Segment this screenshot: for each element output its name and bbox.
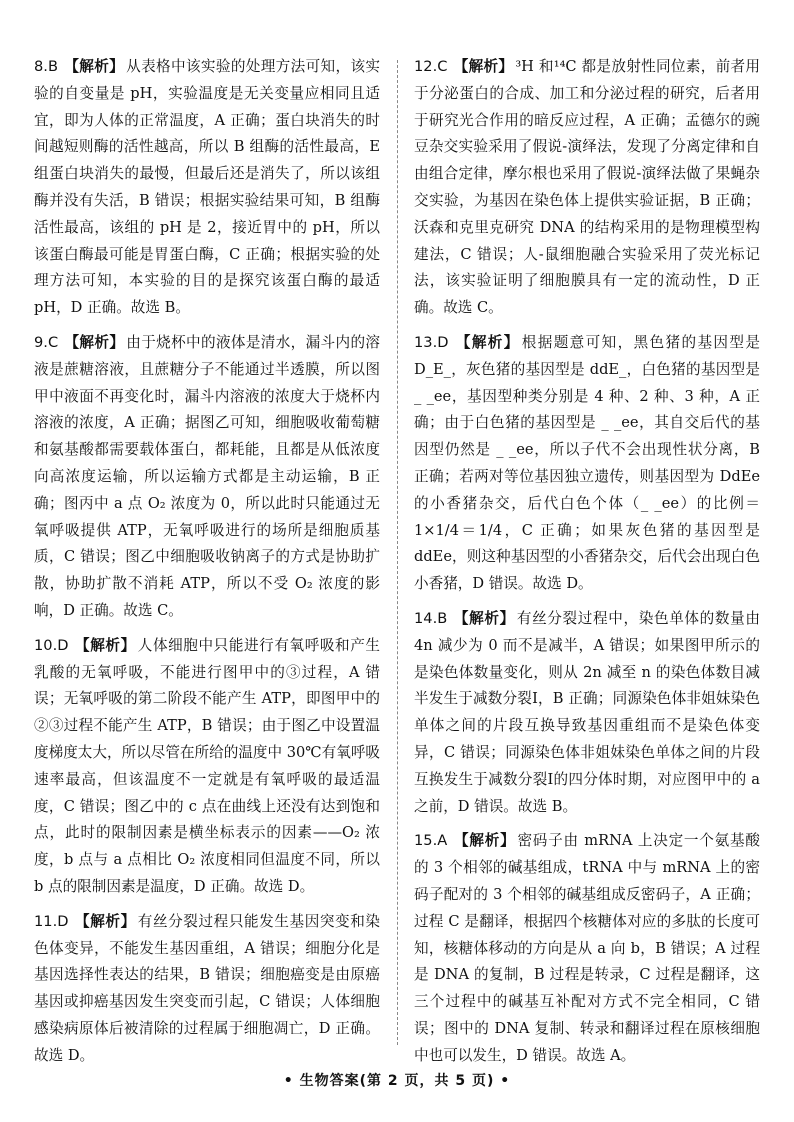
- analysis-tag: 【解析】: [454, 333, 520, 351]
- analysis-tag: 【解析】: [64, 333, 125, 351]
- item-number: 13.: [414, 333, 438, 351]
- answer-letter: B: [47, 58, 58, 75]
- analysis-text: 有丝分裂过程只能发生基因突变和染色体变异，不能发生基因重组，A 错误；细胞分化是基因选择性表达的结果，B 错误；细胞癌变是由原癌基因或抑癌基因发生突变而引起，C 错误；人体细胞感染病原体后被清除的过程属于细胞凋亡，D 正确。故选 D。: [34, 912, 380, 1064]
- item-number: 8.: [34, 58, 48, 75]
- analysis-text: 由于烧杯中的液体是清水，漏斗内的溶液是蔗糖溶液，且蔗糖分子不能通过半透膜，所以图甲中液面不再变化时，漏斗内溶液的浓度大于烧杯内溶液的浓度，A 正确；据图乙可知，细胞吸收葡萄糖和氨基酸都需要载体蛋白，都耗能，且都是从低浓度向高浓度运输，所以运输方式都是主动运输，B 正确；图丙中 a 点 O₂ 浓度为 0，所以此时只能通过无氧呼吸提供 ATP，无氧呼吸进行的场所是细胞质基质，C 错误；图乙中细胞吸收钠离子的方式是协助扩散，协助扩散不消耗 ATP，所以不受 O₂ 浓度的影响，D 正确。故选 C。: [34, 333, 380, 619]
- analysis-tag: 【解析】: [74, 912, 136, 930]
- analysis-tag: 【解析】: [63, 58, 125, 75]
- analysis-tag: 【解析】: [74, 636, 136, 654]
- answer-item-9: [34, 330, 380, 625]
- item-number: 9.: [34, 333, 48, 351]
- answer-item-13: [414, 330, 760, 598]
- page-footer: • 生物答案(第 2 页，共 5 页) •: [283, 1073, 511, 1089]
- answer-item-11: [34, 909, 380, 1070]
- analysis-text: 有丝分裂过程中，染色单体的数量由 4n 减少为 0 而不是减半，A 错误；如果图甲所示的是染色体数量变化，则从 2n 减至 n 的染色体数目减半发生于减数分裂Ⅰ，B 正确；同源染色体非姐妹染色单体之间的片段互换导致基因重组而不是染色体变异，C 错误；同源染色体非姐妹染色单体之间的片段互换发生于减数分裂Ⅰ的四分体时期，对应图甲中的 a 之前，D 错误。故选 B。: [414, 609, 760, 815]
- answer-letter: D: [57, 636, 69, 654]
- analysis-text: 人体细胞中只能进行有氧呼吸和产生乳酸的无氧呼吸，不能进行图甲中的③过程，A 错误；无氧呼吸的第二阶段不能产生 ATP，即图甲中的②③过程不能产生 ATP，B 错误；由于图乙中设置温度梯度太大，所以尽管在所给的温度中 30℃有氧呼吸速率最高，但该温度不一定就是有氧呼吸的最适温度，C 错误；图乙中的 c 点在曲线上还没有达到饱和点，此时的限制因素是横坐标表示的因素——O₂ 浓度，b 点与 a 点相比 O₂ 浓度相同但温度不同，所以 b 点的限制因素是温度，D 正确。故选 D。: [34, 636, 381, 895]
- answer-letter: C: [47, 333, 59, 351]
- answer-letter: A: [437, 832, 448, 850]
- analysis-text: 根据题意可知，黑色猪的基因型是 D_E_，灰色猪的基因型是 ddE_，白色猪的基因型是 _ _ee，基因型种类分别是 4 种、2 种、3 种，A 正确；由于白色猪的基因型是 _ _ee，其自交后代的基因型仍然是 _ _ee，所以子代不会出现性状分离，B 正确；若两对等位基因独立遗传，则基因型为 DdEe 的小香猪杂交，后代白色个体（_ _ee）的比例＝1×1/4＝1/4，C 正确；如果灰色猪的基因型是 ddEe，则这种基因型的小香猪杂交，后代会出现白色小香猪，D 错误。故选 D。: [414, 333, 760, 593]
- answer-letter: D: [57, 912, 69, 930]
- item-number: 14.: [414, 609, 438, 627]
- left-column: [34, 54, 380, 1077]
- answer-item-15: [414, 828, 760, 1069]
- answer-letter: B: [437, 609, 448, 627]
- item-number: 15.: [414, 832, 438, 850]
- item-number: 10.: [34, 636, 58, 654]
- column-divider: [397, 60, 398, 1045]
- analysis-tag: 【解析】: [453, 832, 516, 850]
- analysis-text: 从表格中该实验的处理方法可知，该实验的自变量是 pH，实验温度是无关变量应相同且适宜，即为人体的正常温度，A 正确；蛋白块消失的时间越短则酶的活性越高，所以 B 组酶的活性最高，E 组蛋白块消失的最慢，但最后还是消失了，所以该组酶并没有失活，B 错误；根据实验结果可知，B 组酶活性最高，该组的 pH 是 2，接近胃中的 pH，所以该蛋白酶最可能是胃蛋白酶，C 正确；根据实验的处理方法可知，本实验的目的是探究该蛋白酶的最适 pH，D 正确。故选 B。: [34, 58, 380, 317]
- right-column: [414, 54, 760, 1077]
- answer-item-12: [414, 54, 760, 322]
- analysis-tag: 【解析】: [453, 609, 515, 627]
- analysis-text: ³H 和¹⁴C 都是放射性同位素，前者用于分泌蛋白的合成、加工和分泌过程的研究，后者用于研究光合作用的暗反应过程，A 正确；孟德尔的豌豆杂交实验采用了假说-演绎法，发现了分离定律和自由组合定律，摩尔根也采用了假说-演绎法做了果蝇杂交实验，为基因在染色体上提供实验证据，B 正确；沃森和克里克研究 DNA 的结构采用的是物理模型构建法，C 错误；人-鼠细胞融合实验采用了荧光标记法，该实验证明了细胞膜具有一定的流动性，D 正确。故选 C。: [414, 58, 760, 317]
- item-number: 12.: [414, 58, 438, 75]
- answer-letter: C: [437, 58, 448, 75]
- analysis-text: 密码子由 mRNA 上决定一个氨基酸的 3 个相邻的碱基组成，tRNA 中与 mRNA 上的密码子配对的 3 个相邻的碱基组成反密码子，A 正确；过程 C 是翻译，根据四个核糖体对应的多肽的长度可知，核糖体移动的方向是从 a 向 b，B 错误；A 过程是 DNA 的复制，B 过程是转录，C 过程是翻译，这三个过程中的碱基互补配对方式不完全相同，C 错误；图中的 DNA 复制、转录和翻译过程在原核细胞中也可以发生，D 错误。故选 A。: [414, 832, 760, 1064]
- answer-item-14: [414, 606, 760, 820]
- answer-item-8: [34, 54, 380, 322]
- answer-item-10: [34, 633, 380, 901]
- item-number: 11.: [34, 912, 58, 930]
- answer-letter: D: [437, 333, 449, 351]
- analysis-tag: 【解析】: [453, 58, 514, 75]
